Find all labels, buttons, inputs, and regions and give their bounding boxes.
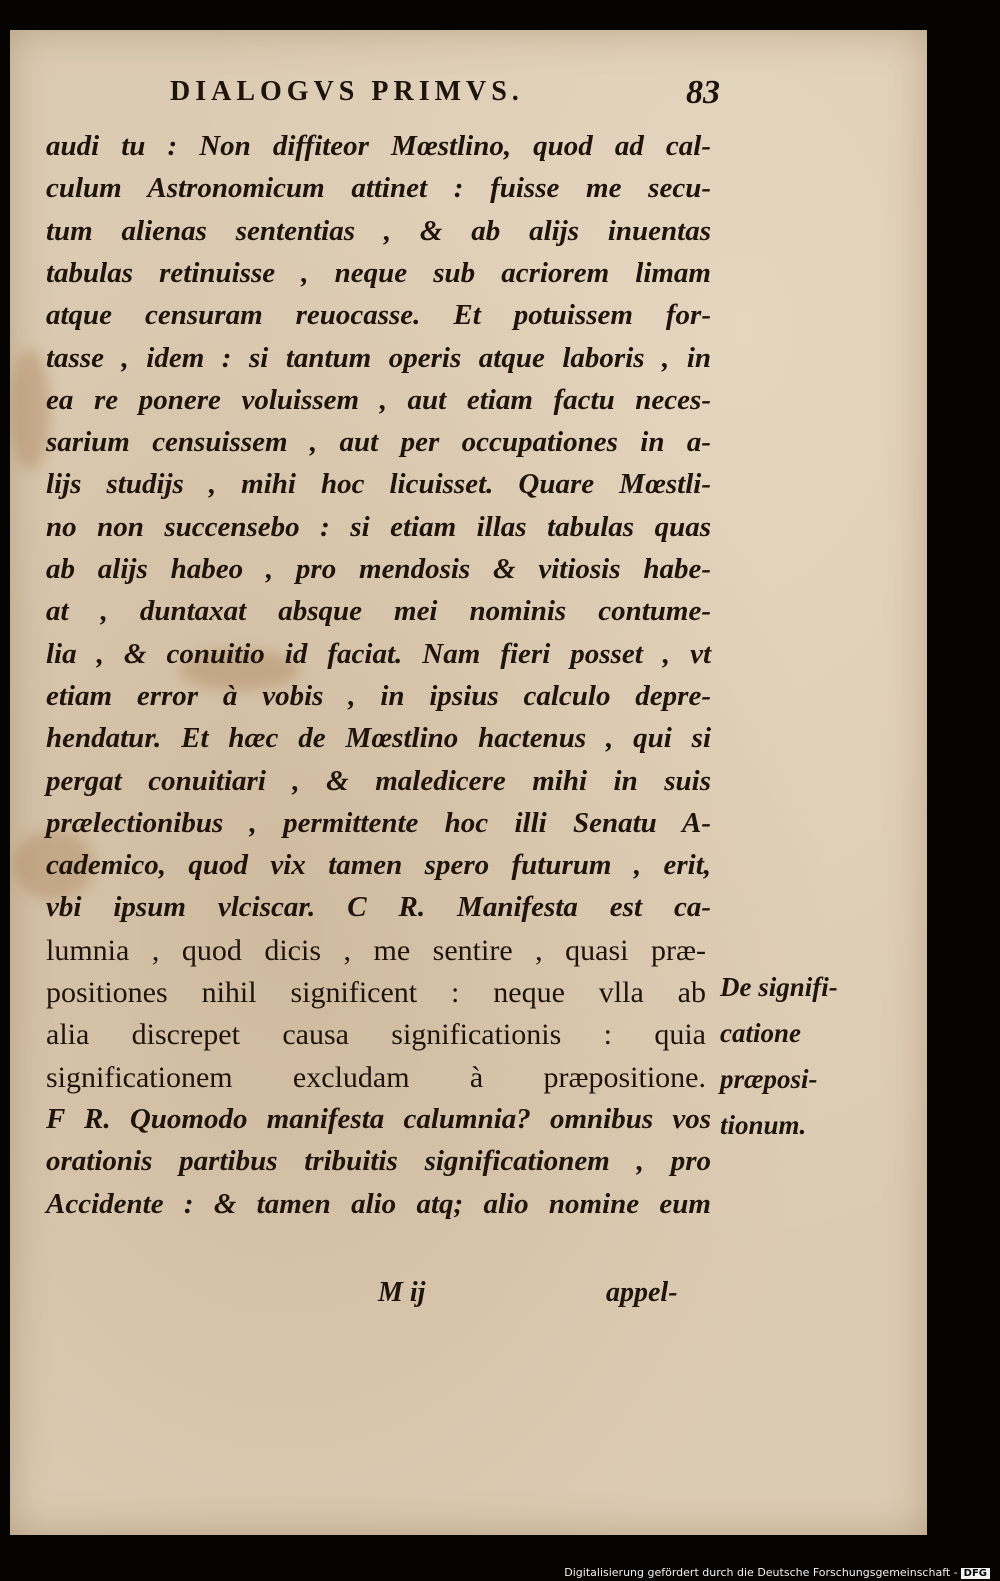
marginal-note xyxy=(720,964,840,1148)
page-number: 83 xyxy=(686,74,720,111)
marginal-note-line: catione xyxy=(720,1018,801,1048)
text-line: at , duntaxat absque mei nominis contume- xyxy=(46,595,711,628)
text-line: culum Astronomicum attinet : fuisse me secu- xyxy=(46,172,711,205)
text-line: hendatur. Et hæc de Mœstlino hactenus , qui si xyxy=(46,722,711,755)
text-line: no non succensebo : si etiam illas tabulas quas xyxy=(46,510,711,543)
text-line: cademico, quod vix tamen spero futurum , erit, xyxy=(46,849,711,882)
text-line: audi tu : Non diffiteor Mœstlino, quod ad cal- xyxy=(46,130,711,162)
text-line: tabulas retinuisse , neque sub acriorem limam xyxy=(46,256,711,289)
text-line: tasse , idem : si tantum operis atque laboris , in xyxy=(46,341,711,374)
running-title: DIALOGVS PRIMVS. xyxy=(170,76,524,107)
text-line: orationis partibus tribuitis significationem , pro xyxy=(46,1145,711,1178)
footer-text: Digitalisierung gefördert durch die Deutsche Forschungsgemeinschaft - xyxy=(564,1566,958,1579)
marginal-note-line: De signifi- xyxy=(720,972,838,1002)
text-line: ea re ponere voluissem , aut etiam factu neces- xyxy=(46,383,711,416)
text-line: prælectionibus , permittente hoc illi Senatu A- xyxy=(46,806,711,839)
text-line: ab alijs habeo , pro mendosis & vitiosis habe- xyxy=(46,553,711,585)
dfg-logo: DFG xyxy=(961,1568,990,1579)
footer-credit xyxy=(564,1566,990,1579)
text-line: alia discrepet causa significationis : quia xyxy=(46,1018,706,1052)
catchword: appel- xyxy=(606,1277,678,1308)
marginal-note-line: tionum. xyxy=(720,1110,807,1140)
text-line: lumnia , quod dicis , me sentire , quasi præ- xyxy=(46,933,706,967)
text-line: atque censuram reuocasse. Et potuissem for- xyxy=(46,299,711,332)
text-line: F R. Quomodo manifesta calumnia? omnibus vos xyxy=(46,1102,711,1135)
text-line: Accidente : & tamen alio atq; alio nomine eum xyxy=(46,1187,711,1220)
text-line: pergat conuitiari , & maledicere mihi in suis xyxy=(46,764,711,797)
text-line: lia , & conuitio id faciat. Nam fieri posset , vt xyxy=(46,637,711,670)
paper-stain xyxy=(10,350,50,470)
signature-mark: M ij xyxy=(378,1277,426,1308)
text-line: significationem excludam à præpositione. xyxy=(46,1060,706,1094)
text-line: tum alienas sententias , & ab alijs inuentas xyxy=(46,214,711,247)
text-line: vbi ipsum vlciscar. C R. Manifesta est ca- xyxy=(46,891,711,924)
text-line: positiones nihil significent : neque vlla ab xyxy=(46,976,706,1009)
text-line: lijs studijs , mihi hoc licuisset. Quare Mœstli- xyxy=(46,468,711,501)
text-line: etiam error à vobis , in ipsius calculo depre- xyxy=(46,679,711,712)
book-page xyxy=(10,30,927,1535)
marginal-note-line: præposi- xyxy=(720,1064,818,1094)
text-line: sarium censuissem , aut per occupationes in a- xyxy=(46,426,711,459)
